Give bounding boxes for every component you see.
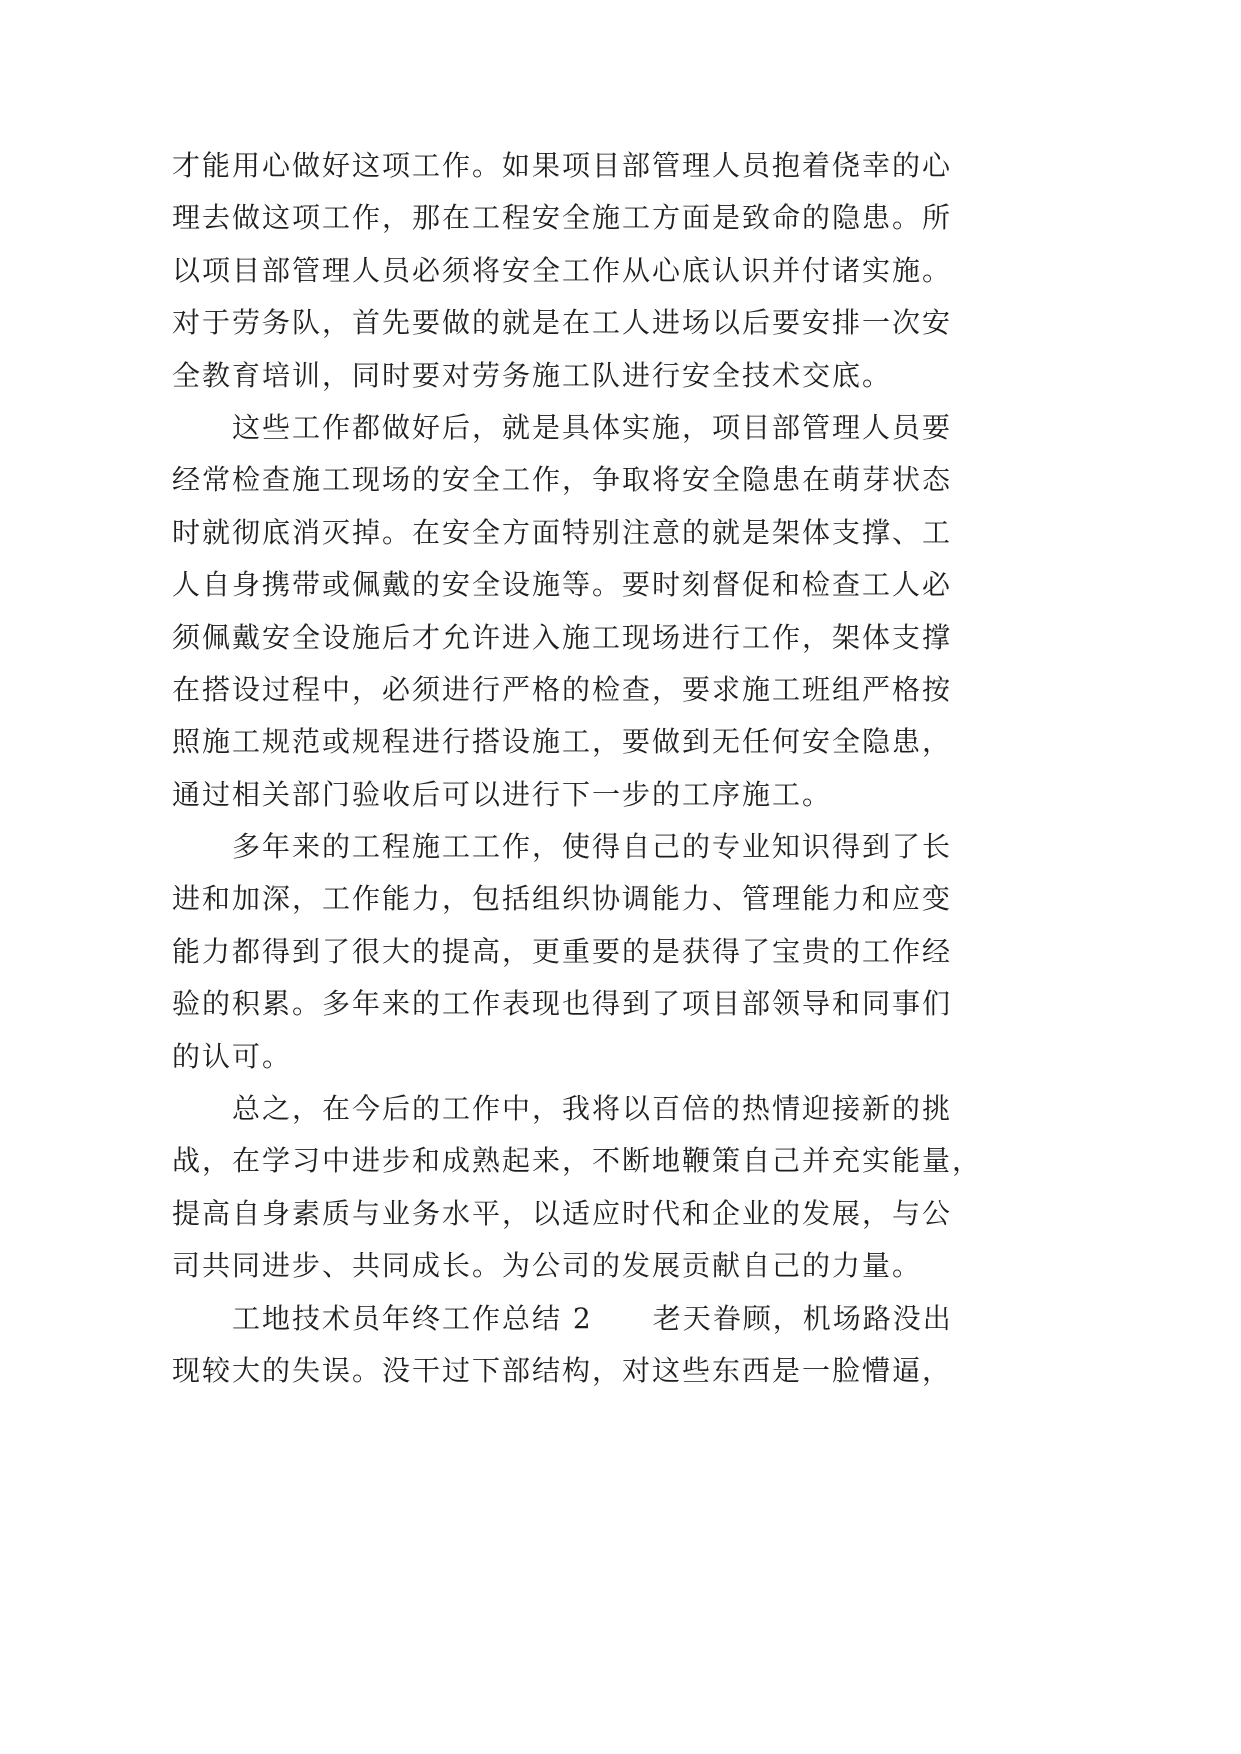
text-line: 进和加深，工作能力，包括组织协调能力、管理能力和应变	[172, 882, 953, 916]
paragraph-first-line: 总之，在今后的工作中，我将以百倍的热情迎接新的挑	[232, 1092, 953, 1126]
text-line: 时就彻底消灭掉。在安全方面特别注意的就是架体支撑、工	[172, 515, 953, 549]
text-line: 经常检查施工现场的安全工作，争取将安全隐患在萌芽状态	[172, 463, 953, 497]
text-line: 现较大的失误。没干过下部结构，对这些东西是一脸懵逼，	[172, 1353, 953, 1387]
paragraph-first-line: 这些工作都做好后，就是具体实施，项目部管理人员要	[232, 410, 953, 444]
text-line: 战，在学习中进步和成熟起来，不断地鞭策自己并充实能量，	[172, 1144, 983, 1178]
paragraph-first-line: 多年来的工程施工工作，使得自己的专业知识得到了长	[232, 830, 953, 864]
text-line: 须佩戴安全设施后才允许进入施工现场进行工作，架体支撑	[172, 620, 953, 654]
text-line: 人自身携带或佩戴的安全设施等。要时刻督促和检查工人必	[172, 568, 953, 602]
text-line: 理去做这项工作，那在工程安全施工方面是致命的隐患。所	[172, 201, 953, 235]
text-line: 能力都得到了很大的提高，更重要的是获得了宝贵的工作经	[172, 934, 953, 968]
paragraph-first-line: 工地技术员年终工作总结 2 老天眷顾，机场路没出	[232, 1301, 953, 1335]
text-line: 照施工规范或规程进行搭设施工，要做到无任何安全隐患，	[172, 725, 953, 759]
text-line: 全教育培训，同时要对劳务施工队进行安全技术交底。	[172, 358, 893, 392]
body-text	[172, 140, 1072, 1397]
text-line: 在搭设过程中，必须进行严格的检查，要求施工班组严格按	[172, 672, 953, 706]
text-line: 验的积累。多年来的工作表现也得到了项目部领导和同事们	[172, 987, 953, 1021]
text-line: 才能用心做好这项工作。如果项目部管理人员抱着侥幸的心	[172, 149, 953, 182]
text-line: 以项目部管理人员必须将安全工作从心底认识并付诸实施。	[172, 253, 953, 287]
text-line: 司共同进步、共同成长。为公司的发展贡献自己的力量。	[172, 1249, 923, 1283]
text-line: 提高自身素质与业务水平，以适应时代和企业的发展，与公	[172, 1196, 953, 1230]
text-line: 通过相关部门验收后可以进行下一步的工序施工。	[172, 777, 833, 811]
text-line: 对于劳务队，首先要做的就是在工人进场以后要安排一次安	[172, 306, 953, 340]
text-line: 的认可。	[172, 1039, 293, 1073]
